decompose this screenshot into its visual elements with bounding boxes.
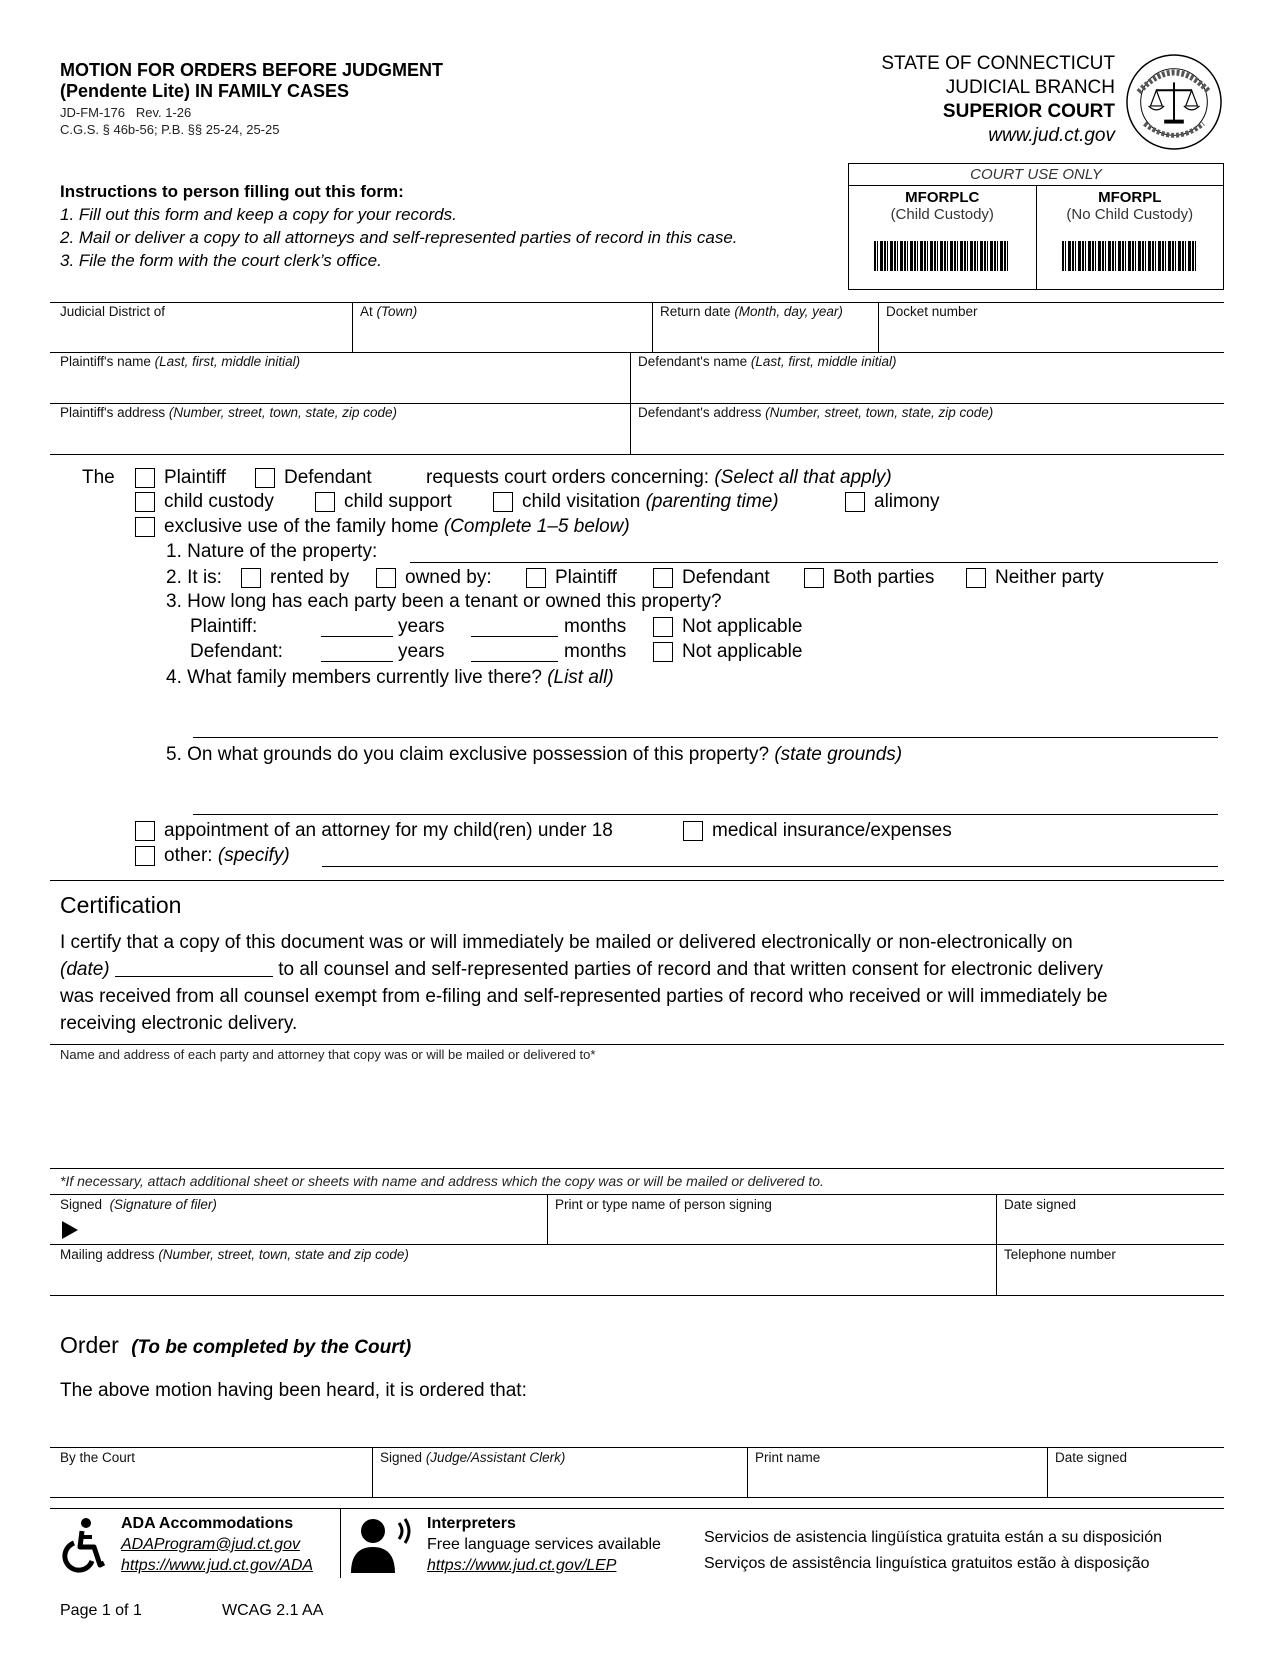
court-use-no-child-custody	[1036, 186, 1224, 290]
certification-date-input[interactable]	[115, 959, 273, 977]
form-id: JD-FM-176 Rev. 1-26	[60, 105, 192, 120]
certification-line: I certify that a copy of this document was or will immediately be mailed or delivered electronically or non-electronically on	[60, 932, 1073, 953]
both-parties-label: Both parties	[833, 567, 935, 588]
court-use-heading: COURT USE ONLY	[849, 164, 1223, 186]
field-hint: (Town)	[376, 304, 418, 319]
attorney-for-child-label: appointment of an attorney for my child(ren) under 18	[164, 820, 613, 841]
q5-label: 5. On what grounds do you claim exclusive possession of this property?	[166, 744, 770, 765]
interpreter-title: Interpreters	[427, 1515, 516, 1532]
divider	[547, 1194, 548, 1244]
owned-by-label: owned by:	[405, 567, 492, 588]
field-hint: (Number, street, town, state, zip code)	[765, 405, 994, 420]
requests-text	[426, 466, 892, 490]
by-court-field[interactable]	[60, 1450, 135, 1465]
interpreter-icon	[351, 1517, 417, 1573]
plaintiff-not-applicable-checkbox[interactable]	[653, 617, 673, 637]
mailing-address-field[interactable]	[60, 1247, 409, 1262]
docket-number-field[interactable]	[886, 304, 978, 319]
defendant-years-input[interactable]	[321, 661, 393, 662]
divider	[372, 1447, 373, 1497]
field-label: Judicial District of	[60, 304, 166, 319]
child-custody-checkbox[interactable]	[135, 492, 155, 512]
q3-defendant-label: Defendant:	[190, 641, 283, 662]
accessibility-icon	[58, 1517, 106, 1573]
divider	[630, 352, 631, 454]
form-title-line1: MOTION FOR ORDERS BEFORE JUDGMENT	[60, 60, 444, 80]
footnote-text: *If necessary, attach additional sheet or sheets with name and address which the copy was or will be mailed or delivered to.	[60, 1173, 824, 1189]
interpreter-text: Free language services available	[427, 1536, 661, 1553]
return-date-field[interactable]	[660, 304, 843, 319]
requests-label: requests court orders concerning:	[426, 467, 710, 488]
print-name-field[interactable]	[555, 1197, 772, 1212]
court-name: SUPERIOR COURT	[942, 101, 1115, 122]
field-hint: (Judge/Assistant Clerk)	[425, 1450, 566, 1465]
form-meta	[60, 104, 279, 138]
field-label: Docket number	[886, 304, 978, 319]
divider	[50, 880, 1224, 881]
field-label: Defendant's address	[638, 405, 762, 420]
not-applicable-label: Not applicable	[682, 641, 803, 662]
other-input[interactable]	[322, 866, 1218, 867]
owned-by-checkbox[interactable]	[376, 568, 396, 588]
divider	[50, 302, 1224, 303]
signed-field[interactable]	[60, 1197, 217, 1212]
ada-title: ADA Accommodations	[121, 1515, 294, 1532]
order-hint: (To be completed by the Court)	[131, 1337, 412, 1358]
child-custody-label: child custody	[164, 491, 274, 512]
plaintiff-checkbox[interactable]	[135, 468, 155, 488]
field-hint: (Month, day, year)	[734, 304, 843, 319]
case-code-desc: (No Child Custody)	[1066, 206, 1194, 223]
divider	[50, 1244, 1224, 1245]
court-website: www.jud.ct.gov	[988, 125, 1115, 146]
not-applicable-label: Not applicable	[682, 616, 803, 637]
barcode-icon	[1062, 241, 1198, 271]
years-label: years	[398, 641, 445, 662]
certification-line-2: to all counsel and self-represented parties of record and that written consent for electronic delivery	[278, 959, 1104, 980]
plaintiff-name-field[interactable]	[60, 354, 300, 369]
the-label: The	[82, 467, 115, 488]
court-use-child-custody	[849, 186, 1036, 290]
q4-label: 4. What family members currently live there?	[166, 667, 542, 688]
portuguese-notice: Serviços de assistência linguística gratuitos estão à disposição	[704, 1555, 1150, 1572]
certification-heading: Certification	[60, 892, 182, 918]
field-hint: (Last, first, middle initial)	[154, 354, 301, 369]
case-code-desc: (Child Custody)	[890, 206, 994, 223]
barcode-icon	[874, 241, 1010, 271]
divider	[50, 1508, 1224, 1509]
q3-plaintiff-label: Plaintiff:	[190, 616, 258, 637]
form-statutes: C.G.S. § 46b-56; P.B. §§ 25-24, 25-25	[60, 122, 280, 137]
defendant-address-field[interactable]	[638, 405, 993, 420]
field-label: Mailing address	[60, 1247, 155, 1262]
q2-plaintiff-label: Plaintiff	[555, 567, 617, 588]
plaintiff-label: Plaintiff	[164, 467, 226, 488]
q2-label: 2. It is:	[166, 567, 222, 588]
divider	[652, 302, 653, 352]
q1-label: 1. Nature of the property:	[166, 541, 378, 562]
complete-hint: (Complete 1–5 below)	[443, 516, 630, 537]
instruction-item: 2. Mail or deliver a copy to all attorneys and self-represented parties of record in this case.	[60, 228, 738, 247]
field-label: Date signed	[1004, 1197, 1077, 1212]
divider	[50, 454, 1224, 455]
other-checkbox[interactable]	[135, 846, 155, 866]
q4-text	[166, 666, 614, 690]
ada-url-link[interactable]: https://www.jud.ct.gov/ADA	[121, 1557, 314, 1574]
state-name: STATE OF CONNECTICUT	[881, 53, 1115, 74]
order-text: The above motion having been heard, it is ordered that:	[60, 1380, 527, 1401]
field-label: Signed	[60, 1197, 103, 1212]
divider	[878, 302, 879, 352]
rented-by-label: rented by	[270, 567, 350, 588]
date-hint: (date)	[60, 959, 110, 980]
certification-line: receiving electronic delivery.	[60, 1013, 298, 1034]
neither-party-checkbox[interactable]	[966, 568, 986, 588]
certification-line: was received from all counsel exempt from e-filing and self-represented parties of record who received or will immediately be	[60, 986, 1108, 1007]
both-parties-checkbox[interactable]	[804, 568, 824, 588]
child-visitation-text	[522, 490, 779, 514]
order-heading: Order	[60, 1332, 119, 1358]
divider	[352, 302, 353, 352]
divider	[50, 1044, 1224, 1045]
other-text	[164, 844, 290, 868]
footnote	[60, 1173, 824, 1189]
select-hint: (Select all that apply)	[714, 467, 892, 488]
instruction-item: 3. File the form with the court clerk’s office.	[60, 251, 382, 270]
defendant-label: Defendant	[284, 467, 372, 488]
wcag-label: WCAG 2.1 AA	[222, 1602, 324, 1619]
exclusive-use-label: exclusive use of the family home	[164, 516, 439, 537]
ada-email-link[interactable]: ADAProgram@jud.ct.gov	[121, 1536, 300, 1553]
attorney-for-child-checkbox[interactable]	[135, 821, 155, 841]
branch-name: JUDICIAL BRANCH	[945, 77, 1115, 98]
exclusive-use-checkbox[interactable]	[135, 517, 155, 537]
child-visitation-checkbox[interactable]	[493, 492, 513, 512]
rented-by-checkbox[interactable]	[241, 568, 261, 588]
instruction-item: 1. Fill out this form and keep a copy for your records.	[60, 205, 457, 224]
defendant-name-field[interactable]	[638, 354, 896, 369]
judicial-seal-icon	[1125, 53, 1223, 151]
months-label: months	[564, 616, 627, 637]
alimony-checkbox[interactable]	[845, 492, 865, 512]
field-hint: (Last, first, middle initial)	[750, 354, 897, 369]
years-label: years	[398, 616, 445, 637]
q4-hint: (List all)	[547, 667, 614, 688]
interpreter-url-link[interactable]: https://www.jud.ct.gov/LEP	[427, 1557, 617, 1574]
interpreter-block	[427, 1513, 661, 1576]
medical-label: medical insurance/expenses	[712, 820, 952, 841]
signature-arrow-icon	[62, 1221, 78, 1239]
court-header	[881, 52, 1115, 148]
court-use-box	[848, 163, 1224, 290]
judge-print-name-field[interactable]	[755, 1450, 820, 1465]
field-label: Telephone number	[1004, 1247, 1116, 1262]
field-label: Signed	[380, 1450, 423, 1465]
certification-line	[60, 956, 1220, 983]
form-title-line2: (Pendente Lite) IN FAMILY CASES	[60, 81, 350, 101]
nature-of-property-input[interactable]	[410, 562, 1218, 563]
divider	[50, 1497, 1224, 1498]
date-signed-field[interactable]	[1004, 1197, 1076, 1212]
defendant-checkbox[interactable]	[255, 468, 275, 488]
divider	[50, 1168, 1224, 1169]
divider	[50, 403, 1224, 404]
language-notice	[704, 1525, 1162, 1577]
field-label: Print name	[755, 1450, 821, 1465]
field-label: By the Court	[60, 1450, 136, 1465]
specify-hint: (specify)	[217, 845, 290, 866]
divider	[50, 1194, 1224, 1195]
defendant-not-applicable-checkbox[interactable]	[653, 642, 673, 662]
q2-plaintiff-checkbox[interactable]	[526, 568, 546, 588]
plaintiff-address-field[interactable]	[60, 405, 397, 420]
field-hint: (Number, street, town, state, zip code)	[168, 405, 398, 420]
order-heading-wrap	[60, 1332, 411, 1359]
exclusive-use-text	[164, 515, 630, 539]
divider	[340, 1508, 341, 1578]
judge-date-signed-field[interactable]	[1055, 1450, 1127, 1465]
judge-signed-field[interactable]	[380, 1450, 565, 1465]
case-code: MFORPLC	[905, 189, 980, 206]
alimony-label: alimony	[874, 491, 940, 512]
other-label: other:	[164, 845, 213, 866]
child-support-label: child support	[344, 491, 452, 512]
field-label: Return date	[660, 304, 731, 319]
plaintiff-months-input[interactable]	[471, 636, 558, 637]
field-label: Plaintiff's address	[60, 405, 166, 420]
parenting-time-hint: (parenting time)	[645, 491, 779, 512]
plaintiff-years-input[interactable]	[321, 636, 393, 637]
q5-text	[166, 743, 902, 767]
divider	[996, 1194, 997, 1295]
ada-block	[121, 1513, 313, 1576]
field-label: Defendant's name	[638, 354, 748, 369]
child-support-checkbox[interactable]	[315, 492, 335, 512]
q5-hint: (state grounds)	[774, 744, 903, 765]
name-address-field[interactable]: Name and address of each party and attorney that copy was or will be mailed or delivered to*	[60, 1047, 596, 1062]
divider	[50, 1295, 1224, 1296]
child-visitation-label: child visitation	[522, 491, 641, 512]
form-title	[60, 60, 443, 102]
months-label: months	[564, 641, 627, 662]
q3-label: 3. How long has each party been a tenant or owned this property?	[166, 591, 722, 612]
field-hint: (Signature of filer)	[109, 1197, 217, 1212]
medical-checkbox[interactable]	[683, 821, 703, 841]
q2-defendant-checkbox[interactable]	[653, 568, 673, 588]
divider	[50, 352, 1224, 353]
spanish-notice: Servicios de asistencia lingüística gratuita están a su disposición	[704, 1529, 1163, 1546]
defendant-months-input[interactable]	[471, 661, 558, 662]
field-label: Date signed	[1055, 1450, 1128, 1465]
certification-text	[60, 929, 1220, 1037]
field-label: At	[360, 304, 373, 319]
q2-defendant-label: Defendant	[682, 567, 770, 588]
grounds-input[interactable]	[193, 814, 1218, 815]
divider	[747, 1447, 748, 1497]
field-label: Plaintiff's name	[60, 354, 151, 369]
instructions-title: Instructions to person filling out this form:	[60, 182, 404, 201]
neither-party-label: Neither party	[995, 567, 1104, 588]
town-field[interactable]	[360, 304, 417, 319]
field-label: Print or type name of person signing	[555, 1197, 772, 1212]
instructions	[60, 180, 738, 272]
family-members-input[interactable]	[193, 737, 1218, 738]
page-number: Page 1 of 1	[60, 1602, 142, 1619]
divider	[1047, 1447, 1048, 1497]
telephone-field[interactable]	[1004, 1247, 1116, 1262]
field-hint: (Number, street, town, state and zip code)	[158, 1247, 409, 1262]
case-code: MFORPL	[1098, 189, 1162, 206]
judicial-district-field[interactable]	[60, 304, 165, 319]
